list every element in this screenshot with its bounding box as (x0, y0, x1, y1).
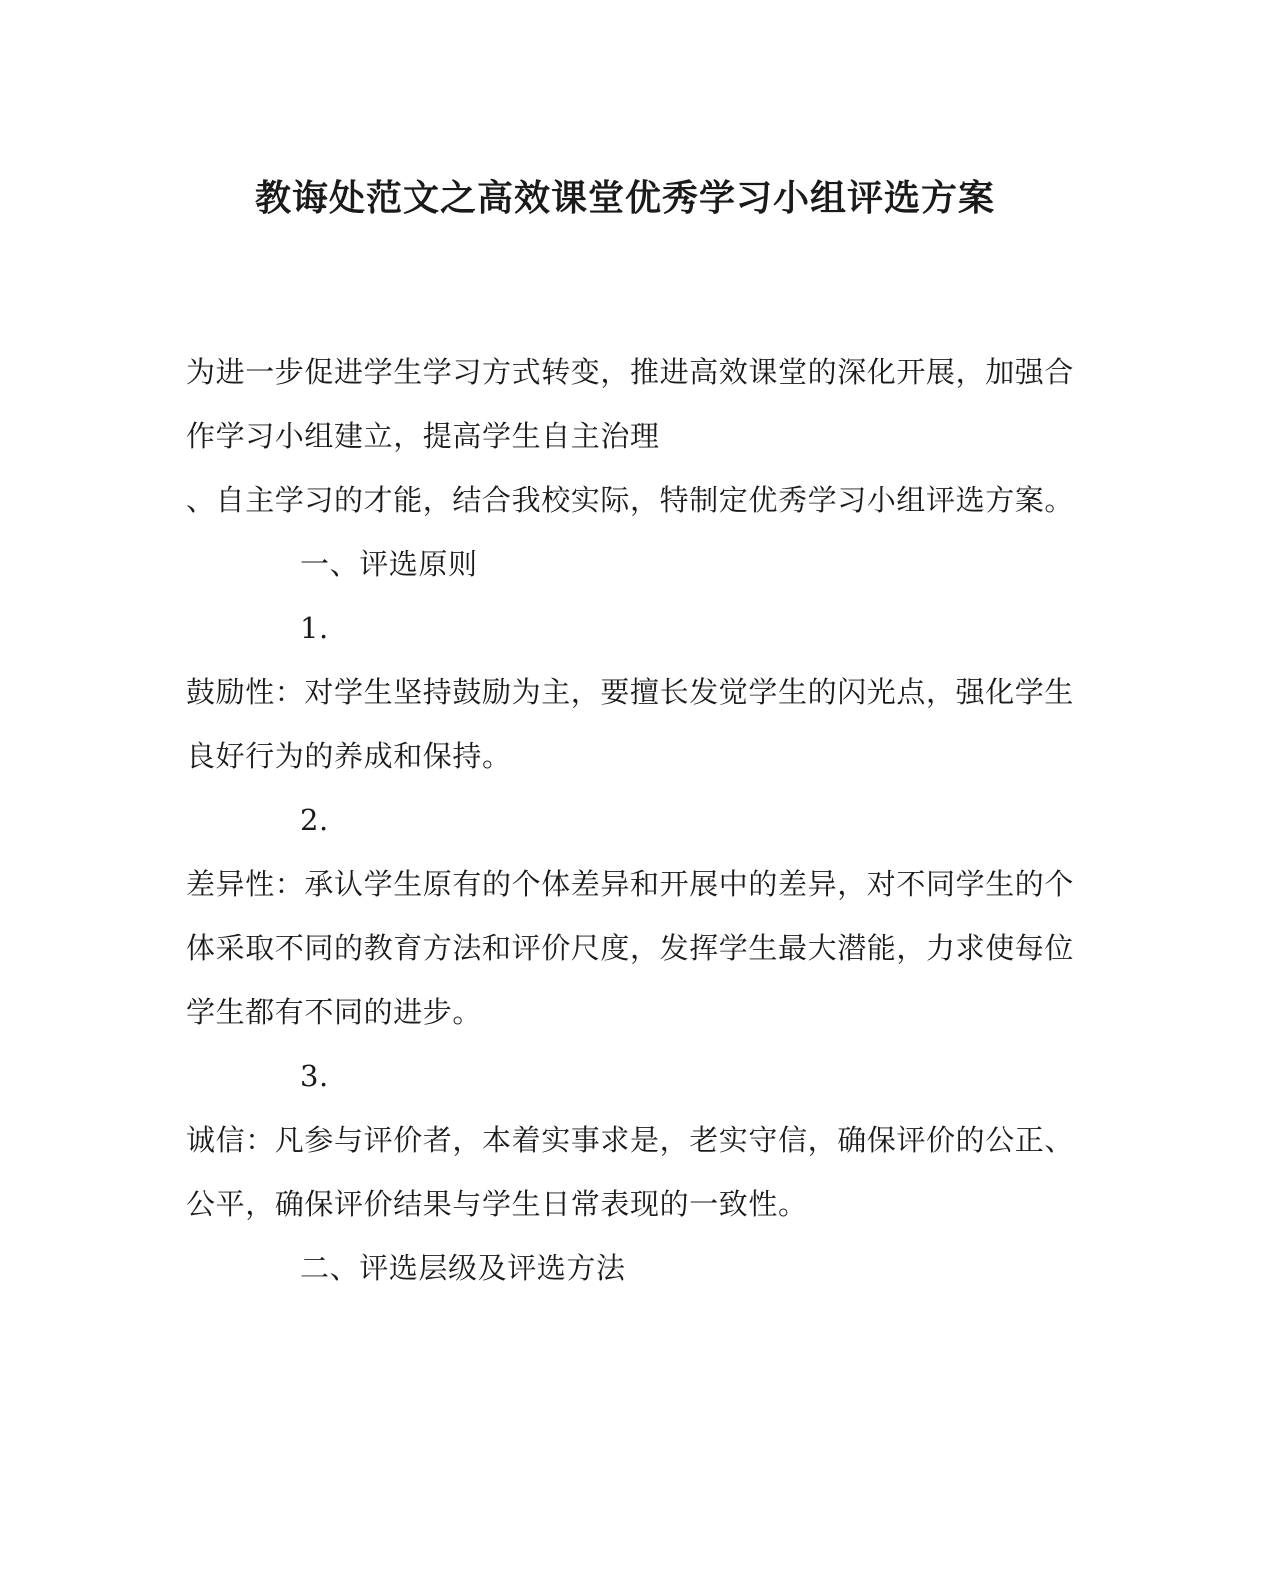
paragraph-line: 差异性：承认学生原有的个体差异和开展中的差异，对不同学生的个 (186, 867, 1075, 901)
paragraph-line: 、自主学习的才能，结合我校实际，特制定优秀学习小组评选方案。 (186, 483, 1075, 517)
list-number: 1. (300, 611, 329, 645)
paragraph-line: 学生都有不同的进步。 (186, 995, 483, 1029)
section-heading: 一、评选原则 (300, 547, 478, 581)
list-number: 2. (300, 803, 329, 837)
paragraph-line: 公平，确保评价结果与学生日常表现的一致性。 (186, 1187, 808, 1221)
list-number: 3. (300, 1059, 329, 1093)
paragraph-line: 为进一步促进学生学习方式转变，推进高效课堂的深化开展，加强合 (186, 355, 1075, 389)
paragraph-line: 良好行为的养成和保持。 (186, 739, 512, 773)
paragraph-line: 作学习小组建立，提高学生自主治理 (186, 419, 660, 453)
document-title: 教诲处范文之高效课堂优秀学习小组评选方案 (254, 177, 995, 219)
section-heading: 二、评选层级及评选方法 (300, 1251, 626, 1285)
paragraph-line: 体采取不同的教育方法和评价尺度，发挥学生最大潜能，力求使每位 (186, 931, 1075, 965)
paragraph-line: 鼓励性：对学生坚持鼓励为主，要擅长发觉学生的闪光点，强化学生 (186, 675, 1075, 709)
paragraph-line: 诚信：凡参与评价者，本着实事求是，老实守信，确保评价的公正、 (186, 1123, 1075, 1157)
